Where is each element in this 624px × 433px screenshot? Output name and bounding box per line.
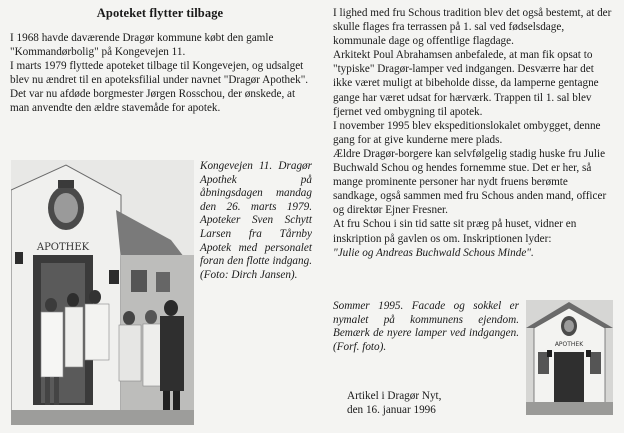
credit-line: den 16. januar 1996 bbox=[347, 404, 436, 416]
article-credit bbox=[347, 389, 517, 417]
paragraph: Ældre Dragør-borgere kan selvfølgelig stadig huske fru Julie Buchwald Schou og hendes fornemme stue. Det er her, så mange prominente personer har nydt fruens berømte sandkage, også sammen med fru Schous anden mand, officer og direktør Ejner Fresner. bbox=[333, 147, 607, 217]
article-title: Apoteket flytter tilbage bbox=[96, 6, 224, 20]
inscription-quote: "Julie og Andreas Buchwald Schous Minde". bbox=[333, 246, 534, 259]
pharmacy-opening-photo bbox=[11, 160, 194, 425]
right-column bbox=[333, 6, 615, 260]
paragraph: I 1968 havde daværende Dragør kommune købt den gamle "Kommandørbolig" på Kongevejen 11. bbox=[10, 32, 274, 59]
paragraph: Arkitekt Poul Abrahamsen anbefalede, at man fik opsat to "typiske" Dragør-lamper ved indgangen. Desværre har det ikke været muligt at bibeholde disse, da lamperne gentagne gange har været udsat for hærværk. Trappen til 1. sal blev fjernet ved ombygning til apotek. bbox=[333, 49, 599, 118]
pharmacy-1995-photo bbox=[526, 300, 613, 415]
paragraph: I marts 1979 flyttede apoteket tilbage til Kongevejen, og udsalget blev nu ændret til en apoteksfilial under navnet "Dragør Apothek". Det var nu afdøde borgmester Jørgen Rosschou, der ønskede, at man anvendte den ældre stavemåde for apotek. bbox=[10, 60, 309, 115]
apothek-sign-text: APOTHEK bbox=[554, 341, 584, 348]
left-photo-caption: Kongevejen 11. Dragør Apothek på åbningsdagen mandag den 26. marts 1979. Apoteker Sven Schytt Larsen fra Tårnby Apotek med personalet foran den flotte indgang. (Foto: Dirch Jansen). bbox=[200, 160, 312, 281]
paragraph: I lighed med fru Schous tradition blev det også bestemt, at der skulle flages fra terrassen på 1. sal ved fødselsdage, kommunale dage og offentlige flagdage. bbox=[333, 7, 612, 48]
credit-line: Artikel i Dragør Nyt, bbox=[347, 390, 442, 402]
right-photo-caption: Sommer 1995. Facade og sokkel er nymalet på kommunens ejendom. Bemærk de nyere lamper ved indgangen. (Forf. foto). bbox=[333, 300, 519, 353]
paragraph: At fru Schou i sin tid satte sit præg på huset, vidner en inskription på gavlen os om. Inskriptionen lyder: bbox=[333, 218, 577, 245]
left-column bbox=[10, 6, 310, 116]
apothek-sign-text: APOTHEK bbox=[36, 242, 90, 253]
paragraph: I november 1995 blev ekspeditionslokalet ombygget, denne gang for at give kunderne mere plads. bbox=[333, 119, 601, 146]
